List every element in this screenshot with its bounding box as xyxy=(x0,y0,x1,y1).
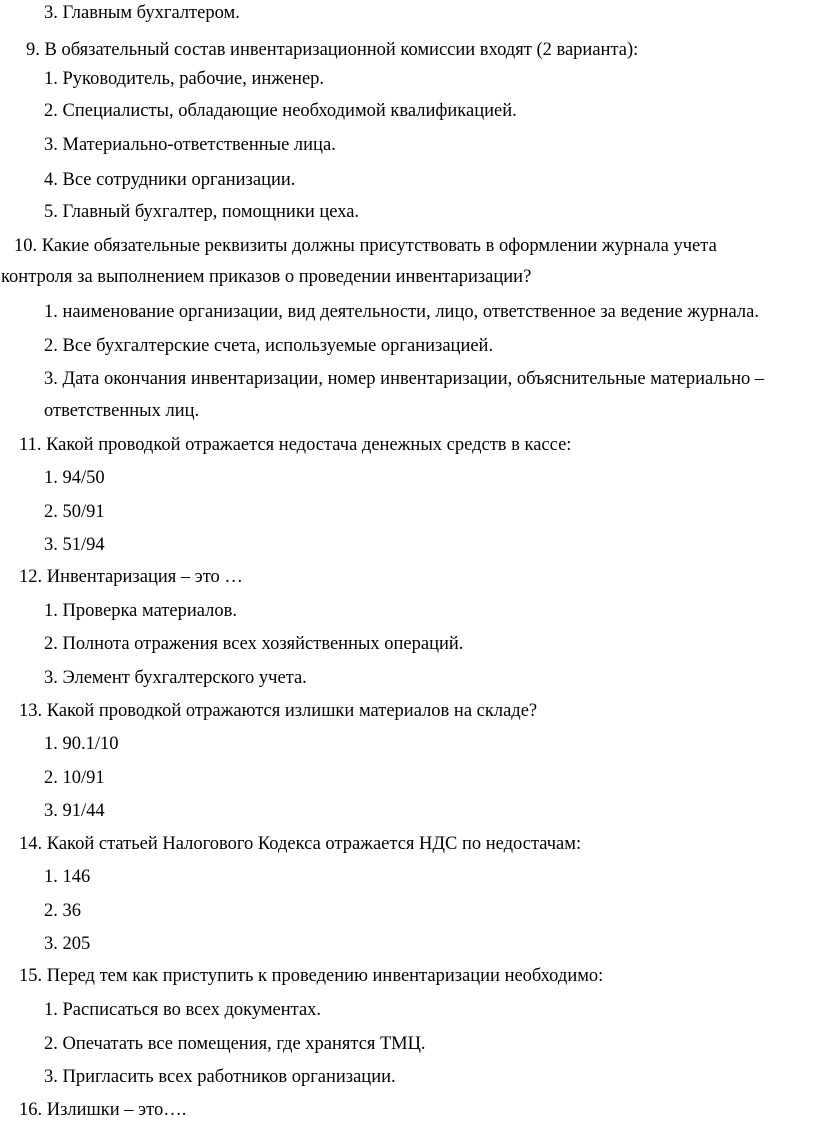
question-10-continuation: контроля за выполнением приказов о проведении инвентаризации? xyxy=(1,267,532,287)
answer-option: 2. 10/91 xyxy=(44,768,105,788)
answer-option: 4. Все сотрудники организации. xyxy=(44,170,296,190)
answer-option-continuation: ответственных лиц. xyxy=(44,401,200,421)
answer-option: 1. Проверка материалов. xyxy=(44,601,237,621)
answer-option: 2. Полнота отражения всех хозяйственных операций. xyxy=(44,634,464,654)
answer-option: 3. 205 xyxy=(44,934,91,954)
question-11: 11. Какой проводкой отражается недостача денежных средств в кассе: xyxy=(19,435,572,455)
answer-option: 1. 94/50 xyxy=(44,468,105,488)
question-14: 14. Какой статьей Налогового Кодекса отражается НДС по недостачам: xyxy=(19,834,582,854)
question-15: 15. Перед тем как приступить к проведению инвентаризации необходимо: xyxy=(19,966,604,986)
answer-option: 1. наименование организации, вид деятельности, лицо, ответственное за ведение журнала. xyxy=(44,302,759,322)
question-9: 9. В обязательный состав инвентаризационной комиссии входят (2 варианта): xyxy=(26,40,639,60)
answer-option: 3. Дата окончания инвентаризации, номер инвентаризации, объяснительные материально – xyxy=(44,369,765,389)
answer-option: 3. 51/94 xyxy=(44,535,105,555)
answer-option: 3. Пригласить всех работников организации. xyxy=(44,1067,396,1087)
question-12: 12. Инвентаризация – это … xyxy=(19,567,243,587)
answer-option: 3. Главным бухгалтером. xyxy=(44,3,240,23)
question-16: 16. Излишки – это…. xyxy=(19,1100,187,1120)
answer-option: 3. Элемент бухгалтерского учета. xyxy=(44,668,307,688)
answer-option: 2. 36 xyxy=(44,901,81,921)
answer-option: 5. Главный бухгалтер, помощники цеха. xyxy=(44,202,360,222)
answer-option: 1. 90.1/10 xyxy=(44,734,119,754)
answer-option: 2. Специалисты, обладающие необходимой квалификацией. xyxy=(44,101,517,121)
answer-option: 3. 91/44 xyxy=(44,801,105,821)
question-13: 13. Какой проводкой отражаются излишки материалов на складе? xyxy=(19,701,538,721)
answer-option: 2. Все бухгалтерские счета, используемые организацией. xyxy=(44,336,494,356)
answer-option: 3. Материально-ответственные лица. xyxy=(44,135,336,155)
answer-option: 2. 50/91 xyxy=(44,502,105,522)
answer-option: 1. 146 xyxy=(44,867,91,887)
answer-option: 1. Расписаться во всех документах. xyxy=(44,1000,322,1020)
answer-option: 1. Руководитель, рабочие, инженер. xyxy=(44,69,325,89)
question-10: 10. Какие обязательные реквизиты должны присутствовать в оформлении журнала учета xyxy=(14,236,717,256)
answer-option: 2. Опечатать все помещения, где хранятся ТМЦ. xyxy=(44,1034,426,1054)
